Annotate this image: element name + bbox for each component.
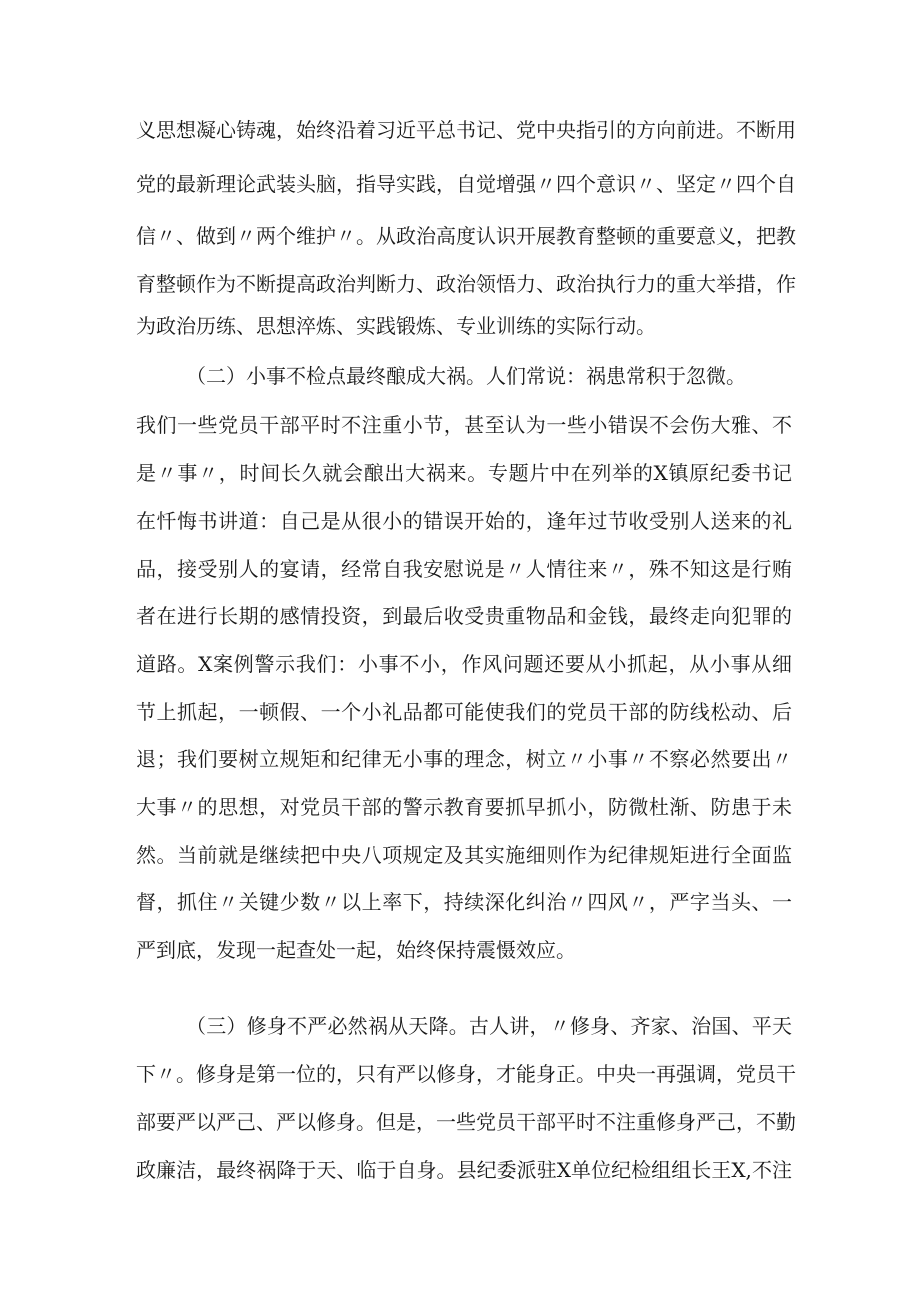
- text-line: 道路。X案例警示我们：小事不小，作风问题还要从小抓起，从小事从细: [136, 652, 792, 676]
- text-line: 是〃事〃，时间长久就会酿出大祸来。专题片中在列举的X镇原纪委书记: [136, 461, 792, 485]
- text-line: 退；我们要树立规矩和纪律无小事的理念，树立〃小事〃不察必然要出〃: [136, 747, 792, 771]
- paragraph-heading-line: （三）修身不严必然祸从天降。古人讲，〃修身、齐家、治国、平天: [186, 1014, 792, 1038]
- text-line: 为政治历练、思想淬炼、实践锻炼、专业训练的实际行动。: [136, 314, 656, 338]
- text-line: 党的最新理论武装头脑，指导实践，自觉增强〃四个意识〃、坚定〃四个自: [136, 172, 796, 196]
- text-line: 我们一些党员干部平时不注重小节，甚至认为一些小错误不会伤大雅、不: [136, 413, 792, 437]
- text-line: 节上抓起，一顿假、一个小礼品都可能使我们的党员干部的防线松动、后: [136, 700, 792, 724]
- text-line: 严到底，发现一起查处一起，始终保持震慑效应。: [136, 938, 576, 962]
- text-line: 者在进行长期的感情投资，到最后收受贵重物品和金钱，最终走向犯罪的: [136, 604, 792, 628]
- text-line: 大事〃的思想，对党员干部的警示教育要抓早抓小，防微杜渐、防患于未: [136, 795, 792, 819]
- text-line: 然。当前就是继续把中央八项规定及其实施细则作为纪律规矩进行全面监: [136, 843, 792, 867]
- text-line: 品，接受别人的宴请，经常自我安慰说是〃人情往来〃，殊不知这是行贿: [136, 557, 792, 581]
- text-line: 在忏悔书讲道：自己是从很小的错误开始的，逢年过节收受别人送来的礼: [136, 509, 792, 533]
- text-line: 政廉洁，最终祸降于天、临于自身。县纪委派驻X单位纪检组组长王X,不注: [136, 1158, 792, 1182]
- paragraph-heading-line: （二）小事不检点最终酿成大祸。人们常说：祸患常积于忽微。: [186, 364, 746, 388]
- text-line: 督，抓住〃关键少数〃以上率下，持续深化纠治〃四风〃，严字当头、一: [136, 890, 792, 914]
- text-line: 义思想凝心铸魂，始终沿着习近平总书记、党中央指引的方向前进。不断用: [136, 118, 796, 142]
- text-line: 信〃、做到〃两个维护〃。从政治高度认识开展教育整顿的重要意义，把教: [136, 224, 796, 248]
- text-line: 部要严以严己、严以修身。但是，一些党员干部平时不注重修身严己，不勤: [136, 1110, 796, 1134]
- text-line: 育整顿作为不断提高政治判断力、政治领悟力、政治执行力的重大举措，作: [136, 272, 796, 296]
- text-line: 下〃。修身是第一位的，只有严以修身，才能身正。中央一再强调，党员干: [136, 1062, 796, 1086]
